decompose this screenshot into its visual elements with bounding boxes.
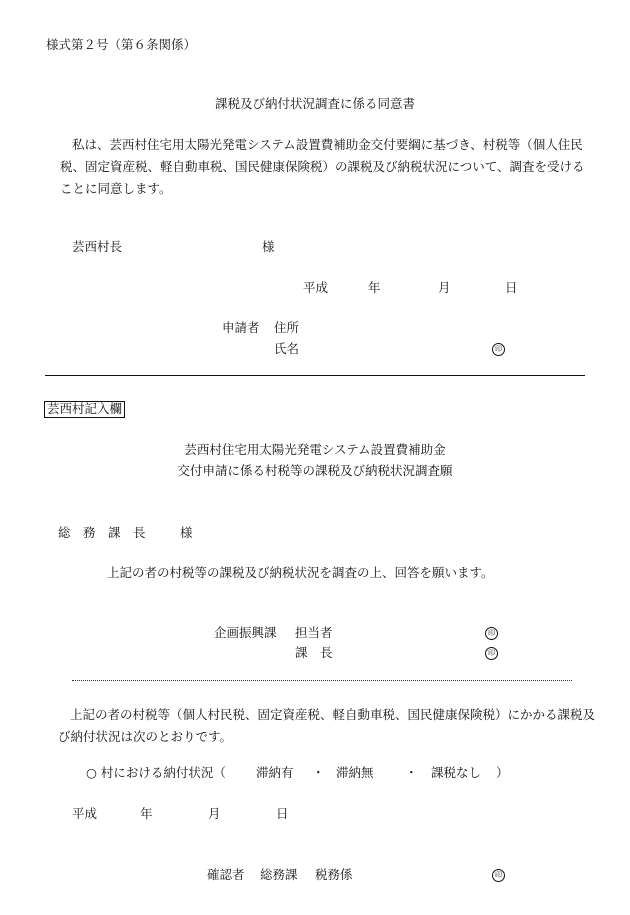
survey-title-line2: 交付申請に係る村税等の課税及び納税状況調査願 [177, 463, 453, 478]
consent-title: 課税及び納付状況調査に係る同意書 [214, 96, 415, 111]
reply-date-day: 日 [276, 806, 289, 821]
confirmer-unit: 税務係 [315, 867, 353, 882]
officer-label: 担当者 [295, 625, 333, 640]
status-separator-1: ・ [312, 765, 325, 780]
consent-date-day: 日 [505, 280, 518, 295]
survey-title-line1: 芸西村住宅用太陽光発電システム設置費補助金 [184, 442, 446, 457]
section-divider [45, 375, 585, 376]
dept-name: 企画振興課 [214, 625, 277, 640]
dotted-divider [72, 680, 572, 681]
reply-body: 上記の者の村税等（個人村民税、固定資産税、軽自動車税、国民健康保険税）にかかる課税及び納付状況は次のとおりです。 [58, 707, 596, 744]
confirmer-label: 確認者 [207, 867, 245, 882]
name-label: 氏名 [274, 341, 300, 356]
chief-label: 課 長 [295, 645, 333, 660]
address-label: 住所 [274, 320, 300, 335]
reply-date-year: 年 [140, 806, 153, 821]
survey-request: 上記の者の村税等の課税及び納税状況を調査の上、回答を願います。 [107, 565, 494, 580]
chief-seal-icon: 印 [485, 647, 498, 660]
form-number: 様式第２号（第６条関係） [46, 37, 197, 52]
survey-addressee: 総 務 課 長 [58, 525, 146, 540]
status-option-arrears: 滞納有 [256, 765, 294, 780]
payment-status-label: ○ 村における納付状況（ [86, 765, 226, 780]
status-close-paren: ） [496, 765, 509, 780]
village-section-label: 芸西村記入欄 [44, 401, 125, 418]
consent-date-month: 月 [438, 280, 451, 295]
reply-date-era: 平成 [72, 806, 98, 821]
status-option-not-taxed: 課税なし [431, 765, 482, 780]
status-option-no-arrears: 滞納無 [336, 765, 374, 780]
consent-date-era: 平成 [303, 280, 329, 295]
officer-seal-icon: 印 [485, 627, 498, 640]
applicant-label: 申請者 [222, 320, 260, 335]
consent-date-year: 年 [368, 280, 381, 295]
confirmer-dept: 総務課 [260, 867, 298, 882]
addressee-suffix: 様 [262, 239, 275, 254]
survey-addressee-suffix: 様 [180, 525, 193, 540]
status-separator-2: ・ [405, 765, 418, 780]
applicant-seal-icon: 印 [492, 343, 505, 356]
addressee: 芸西村長 [72, 239, 123, 254]
consent-body: 私は、芸西村住宅用太陽光発電システム設置費補助金交付要綱に基づき、村税等（個人住民税、固定資産税、軽自動車税、国民健康保険税）の課税及び納税状況について、調査を受けることに同意します。 [60, 137, 585, 196]
reply-date-month: 月 [208, 806, 221, 821]
confirmer-seal-icon: 印 [492, 869, 505, 882]
